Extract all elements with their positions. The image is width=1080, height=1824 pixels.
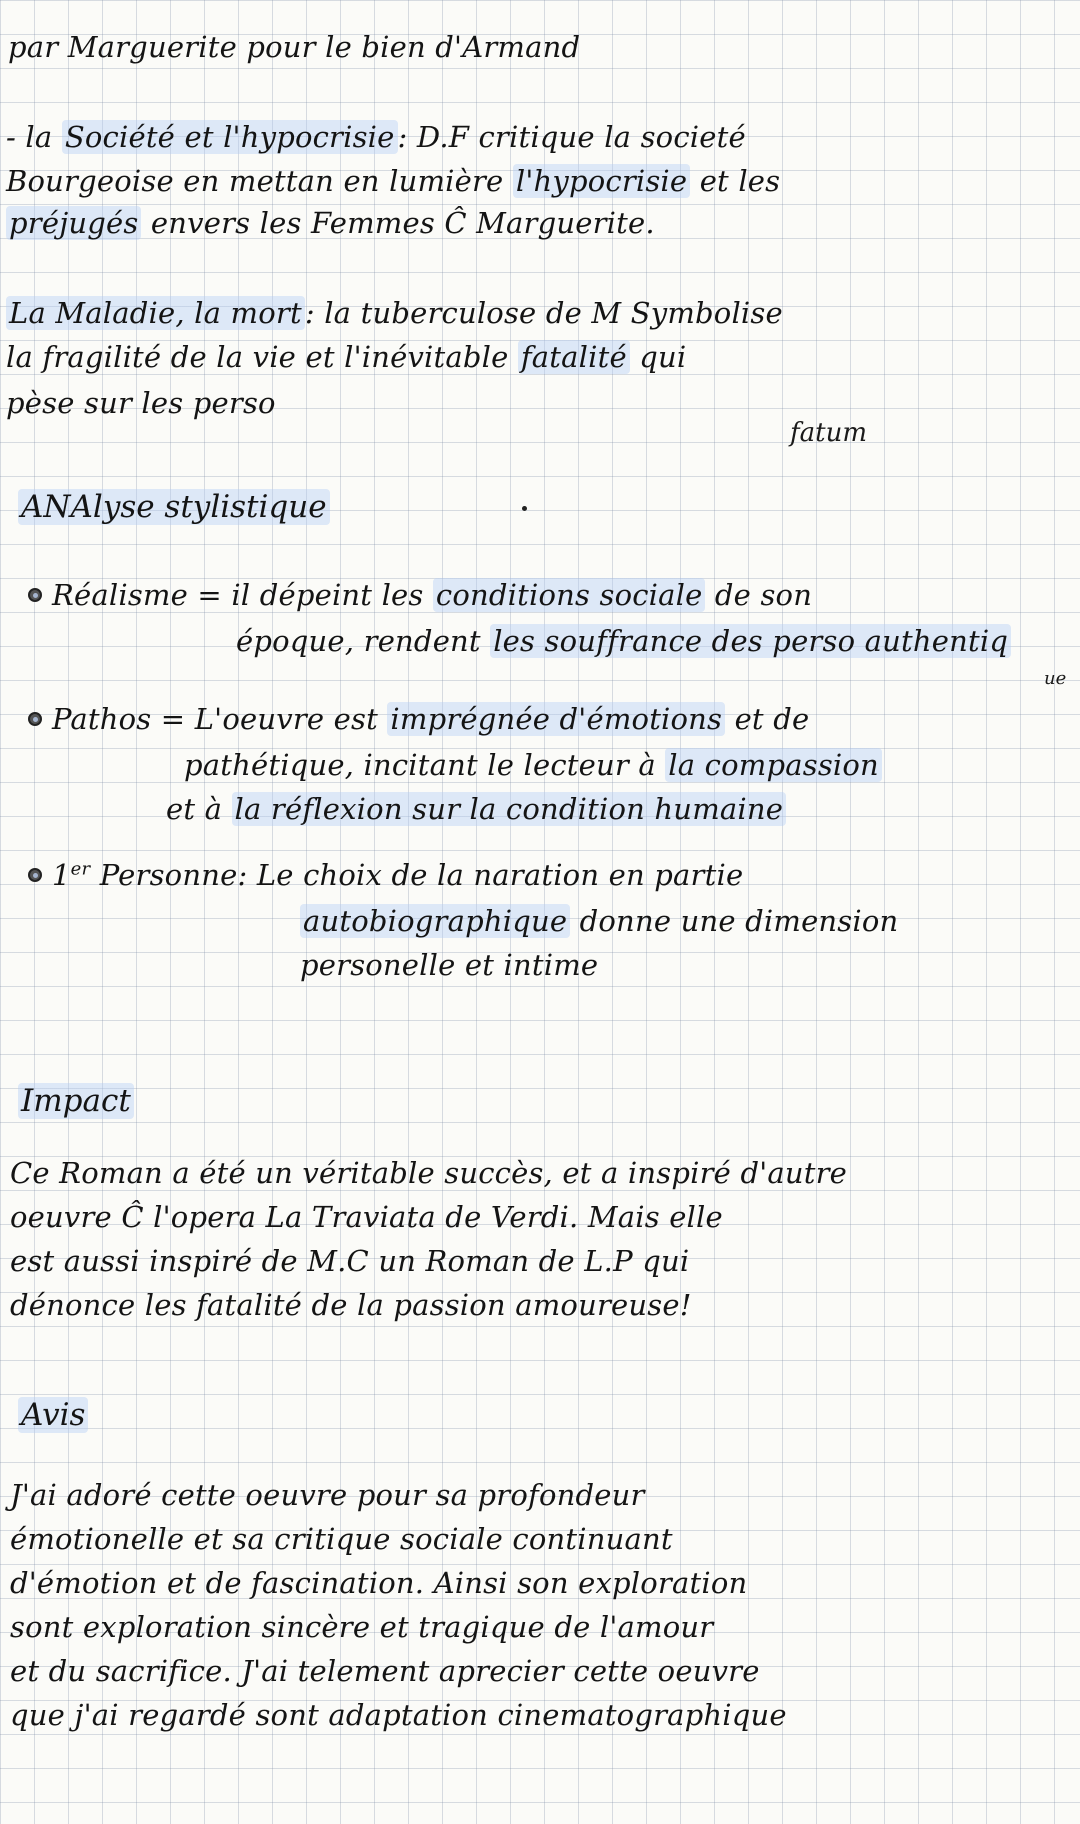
analysis-heading xyxy=(18,488,330,526)
impact-line-2 xyxy=(10,1200,1070,1234)
person-label: Personne xyxy=(90,858,238,892)
illness-highlight: La Maladie, la mort xyxy=(6,296,305,330)
avis-line-2 xyxy=(10,1522,1070,1556)
illness-line-3 xyxy=(6,386,1070,420)
pathos-text-3a: et à xyxy=(166,792,232,826)
avis-line-6 xyxy=(10,1698,1070,1732)
bullet-icon xyxy=(28,868,42,882)
pathos-text-2a: pathétique, incitant le lecteur à xyxy=(184,748,666,782)
person-highlight: autobiographique xyxy=(300,904,570,938)
avis-line-5 xyxy=(10,1654,1070,1688)
pathos-label: Pathos xyxy=(52,702,152,736)
realism-highlight: conditions sociale xyxy=(433,578,706,612)
society-highlight-2: l'hypocrisie xyxy=(513,164,690,198)
impact-line-3 xyxy=(10,1244,1070,1278)
avis-line-4 xyxy=(10,1610,1070,1644)
avis-text-5: et du sacrifice. J'ai telement aprecier cette oeuvre xyxy=(10,1654,760,1688)
pathos-text-1a: = L'oeuvre est xyxy=(151,702,388,736)
society-prefix: - la xyxy=(6,120,62,154)
pathos-text-1b: et de xyxy=(725,702,810,736)
pathos-line-1 xyxy=(52,702,1070,736)
illness-text-3: pèse sur les perso xyxy=(6,386,276,420)
realism-line-1 xyxy=(52,578,1070,612)
impact-text-2: oeuvre Ĉ l'opera La Traviata de Verdi. Mais elle xyxy=(10,1200,723,1234)
impact-text-1: Ce Roman a été un véritable succès, et a inspiré d'autre xyxy=(10,1156,848,1190)
pathos-highlight-3: la réflexion sur la condition humaine xyxy=(232,792,787,826)
society-line-2 xyxy=(6,164,1070,198)
pathos-highlight-2: la compassion xyxy=(665,748,882,782)
impact-line-4 xyxy=(10,1288,1070,1322)
realism-label: Réalisme xyxy=(52,578,188,612)
person-sup: er xyxy=(70,858,91,880)
realism-highlight-2: les souffrance des perso authentiq xyxy=(490,624,1011,658)
stray-dot xyxy=(522,506,527,511)
impact-heading-text: Impact xyxy=(18,1083,134,1119)
society-text-3: envers les Femmes Ĉ Marguerite. xyxy=(141,206,655,240)
realism-text-1b: de son xyxy=(705,578,813,612)
avis-line-3 xyxy=(10,1566,1070,1600)
person-line-1 xyxy=(52,858,1070,892)
avis-heading xyxy=(18,1396,88,1434)
analysis-heading-text: ANAlyse stylistique xyxy=(18,489,330,525)
realism-text-1a: = il dépeint les xyxy=(187,578,433,612)
person-text-3: personelle et intime xyxy=(300,948,599,982)
avis-text-2: émotionelle et sa critique sociale continuant xyxy=(10,1522,673,1556)
pathos-highlight: imprégnée d'émotions xyxy=(387,702,725,736)
illness-text-2a: la fragilité de la vie et l'inévitable xyxy=(6,340,518,374)
impact-heading xyxy=(18,1082,134,1120)
intro-line xyxy=(8,30,1070,64)
intro-text: par Marguerite pour le bien d'Armand xyxy=(8,30,581,64)
person-text-2: donne une dimension xyxy=(570,904,899,938)
avis-text-3: d'émotion et de fascination. Ainsi son exploration xyxy=(10,1566,748,1600)
realism-text-2a: époque, rendent xyxy=(236,624,491,658)
impact-text-4: dénonce les fatalité de la passion amoureuse! xyxy=(10,1288,692,1322)
impact-text-3: est aussi inspiré de M.C un Roman de L.P qui xyxy=(10,1244,690,1278)
pathos-line-2 xyxy=(184,748,1070,782)
person-text-1: : Le choix de la naration en partie xyxy=(237,858,744,892)
avis-text-1: J'ai adoré cette oeuvre pour sa profondeur xyxy=(10,1478,645,1512)
society-highlight: Société et l'hypocrisie xyxy=(62,120,398,154)
fatum-note: fatum xyxy=(790,418,867,448)
realism-note: ue xyxy=(1044,668,1067,689)
illness-line-1 xyxy=(6,296,1070,330)
impact-line-1 xyxy=(10,1156,1070,1190)
society-line-3 xyxy=(6,206,1070,240)
bullet-icon xyxy=(28,588,42,602)
society-highlight-3: préjugés xyxy=(6,206,141,240)
illness-text-1: : la tuberculose de M Symbolise xyxy=(304,296,783,330)
avis-text-4: sont exploration sincère et tragique de l'amour xyxy=(10,1610,714,1644)
illness-line-2 xyxy=(6,340,1070,374)
society-text-1: : D.F critique la societé xyxy=(397,120,746,154)
avis-text-6: que j'ai regardé sont adaptation cinematographique xyxy=(10,1698,787,1732)
person-num: 1 xyxy=(52,858,71,892)
illness-highlight-2: fatalité xyxy=(518,340,630,374)
person-line-2 xyxy=(300,904,1070,938)
avis-heading-text: Avis xyxy=(18,1397,88,1433)
person-line-3 xyxy=(300,948,1070,982)
society-line-1 xyxy=(6,120,1070,154)
pathos-line-3 xyxy=(166,792,1070,826)
bullet-icon xyxy=(28,712,42,726)
illness-text-2b: qui xyxy=(629,340,687,374)
society-text-2a: Bourgeoise en mettan en lumière xyxy=(6,164,513,198)
avis-line-1 xyxy=(10,1478,1070,1512)
realism-line-2 xyxy=(236,624,1070,658)
society-text-2b: et les xyxy=(690,164,781,198)
